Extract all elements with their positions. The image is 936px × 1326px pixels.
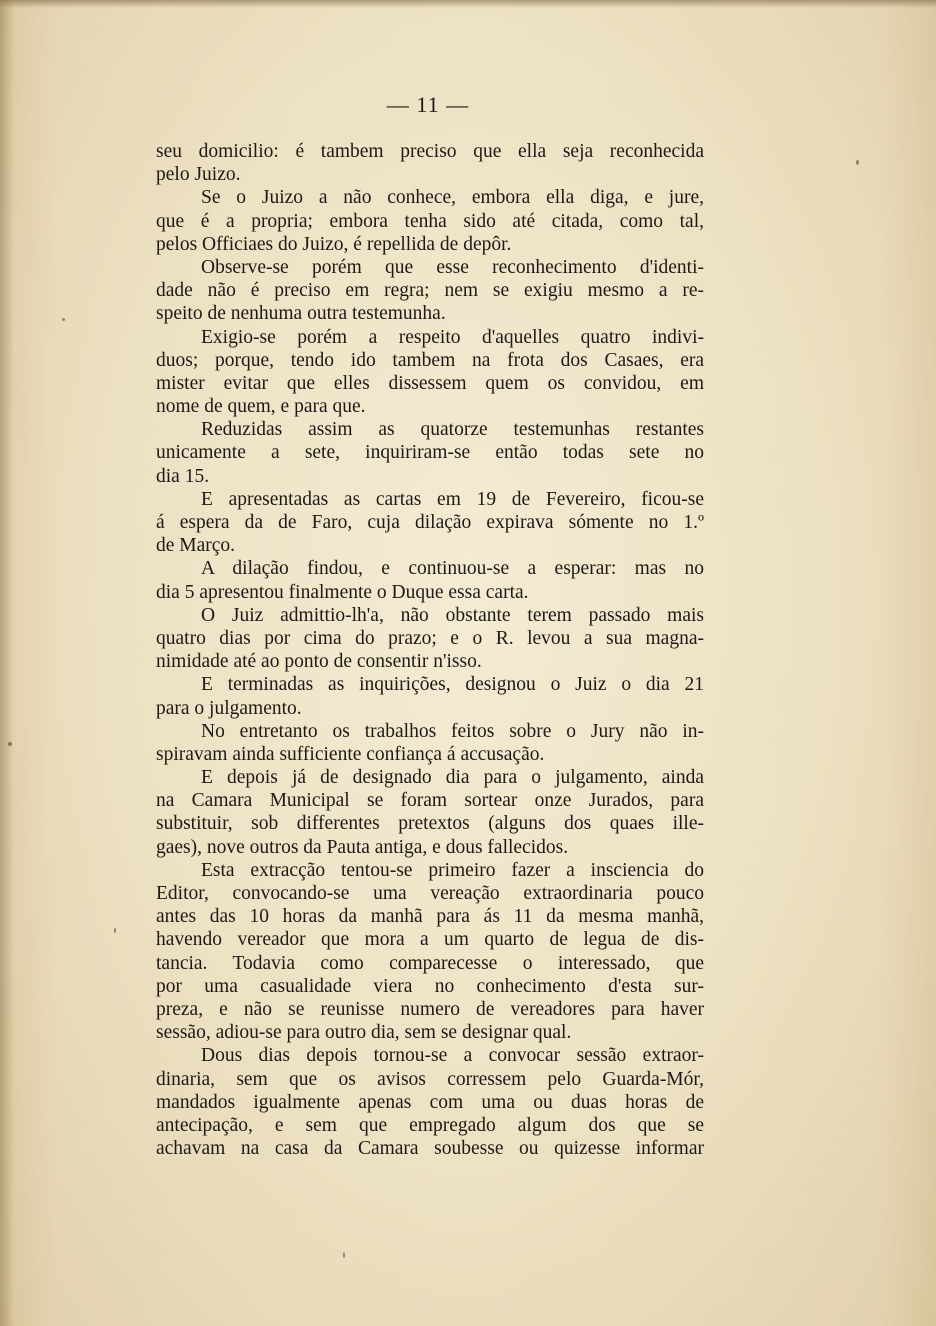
page-left-edge-shadow <box>0 0 14 1326</box>
text-line: Reduzidas assim as quatorze testemunhas restantes <box>201 419 704 441</box>
text-line: achavam na casa da Camara soubesse ou quizesse informar <box>156 1138 704 1160</box>
text-line: O Juiz admittio-lh'a, não obstante terem passado mais <box>201 604 704 626</box>
page-top-edge-shadow <box>0 0 936 8</box>
text-line: pelo Juizo. <box>156 164 241 186</box>
text-line: speito de nenhuma outra testemunha. <box>156 303 446 325</box>
text-line: dia 5 apresentou finalmente o Duque essa carta. <box>156 581 529 603</box>
text-line: Editor, convocando-se uma vereação extraordinaria pouco <box>156 883 704 904</box>
text-line: E terminadas as inquirições, designou o Juiz o dia 21 <box>201 674 704 696</box>
text-line: Dous dias depois tornou-se a convocar sessão extraor- <box>201 1045 704 1067</box>
text-line: dia 15. <box>156 465 210 487</box>
text-line: por uma casualidade viera no conhecimento d'esta sur- <box>156 975 704 997</box>
paper-speck <box>856 160 859 165</box>
text-line: Exigio-se porém a respeito d'aquelles quatro indivi- <box>201 326 704 348</box>
text-line: sessão, adiou-se para outro dia, sem se designar qual. <box>156 1022 572 1044</box>
text-line: mister evitar que elles dissessem quem os convidou, em <box>156 372 704 394</box>
text-line: dinaria, sem que os avisos corressem pelo Guarda-Mór, <box>156 1068 704 1090</box>
text-line: tancia. Todavia como comparecesse o interessado, que <box>156 952 704 974</box>
paper-speck <box>114 928 116 933</box>
text-line: preza, e não se reunisse numero de vereadores para haver <box>156 998 704 1020</box>
text-line: que é a propria; embora tenha sido até citada, como tal, <box>156 210 704 232</box>
text-line: para o julgamento. <box>156 697 302 719</box>
paper-speck <box>343 1252 345 1258</box>
text-line: antecipação, e sem que empregado algum dos que se <box>156 1114 704 1136</box>
page-number: — 11 — <box>386 92 470 117</box>
text-line: gaes), nove outros da Pauta antiga, e dous fallecidos. <box>156 836 569 858</box>
body-text <box>156 140 704 1160</box>
text-line: Se o Juizo a não conhece, embora ella diga, e jure, <box>201 187 704 209</box>
text-line: A dilação findou, e continuou-se a esperar: mas no <box>201 558 704 580</box>
text-line: de Março. <box>156 535 236 557</box>
text-line: dade não é preciso em regra; nem se exigiu mesmo a re- <box>156 280 704 302</box>
text-line: antes das 10 horas da manhã para ás 11 da mesma manhã, <box>156 906 704 928</box>
text-line: unicamente a sete, inquiriram-se então todas sete no <box>156 442 704 464</box>
text-line: pelos Officiaes do Juizo, é repellida de depôr. <box>156 233 512 255</box>
text-line: nome de quem, e para que. <box>156 396 366 418</box>
text-line: substituir, sob differentes pretextos (alguns dos quaes ille- <box>156 813 704 835</box>
text-line: E apresentadas as cartas em 19 de Fevereiro, ficou-se <box>201 488 704 510</box>
text-line: spiravam ainda sufficiente confiança á accusação. <box>156 743 545 765</box>
text-line: nimidade até ao ponto de consentir n'isso. <box>156 651 482 673</box>
text-line: seu domicilio: é tambem preciso que ella seja reconhecida <box>156 141 704 162</box>
text-line: Esta extracção tentou-se primeiro fazer a insciencia do <box>201 859 704 881</box>
text-line: E depois já de designado dia para o julgamento, ainda <box>201 767 704 789</box>
paper-speck <box>8 742 12 746</box>
paper-speck <box>62 318 65 321</box>
text-line: Observe-se porém que esse reconhecimento d'identi- <box>201 256 704 278</box>
text-line: havendo vereador que mora a um quarto de legua de dis- <box>156 929 704 951</box>
text-line: á espera da de Faro, cuja dilação expirava sómente no 1.º <box>156 512 704 533</box>
text-line: No entretanto os trabalhos feitos sobre o Jury não in- <box>201 720 704 742</box>
text-line: na Camara Municipal se foram sortear onze Jurados, para <box>156 790 704 812</box>
text-line: duos; porque, tendo ido tambem na frota dos Casaes, era <box>156 349 704 371</box>
text-line: quatro dias por cima do prazo; e o R. levou a sua magna- <box>156 627 704 649</box>
text-line: mandados igualmente apenas com uma ou duas horas de <box>156 1091 704 1113</box>
